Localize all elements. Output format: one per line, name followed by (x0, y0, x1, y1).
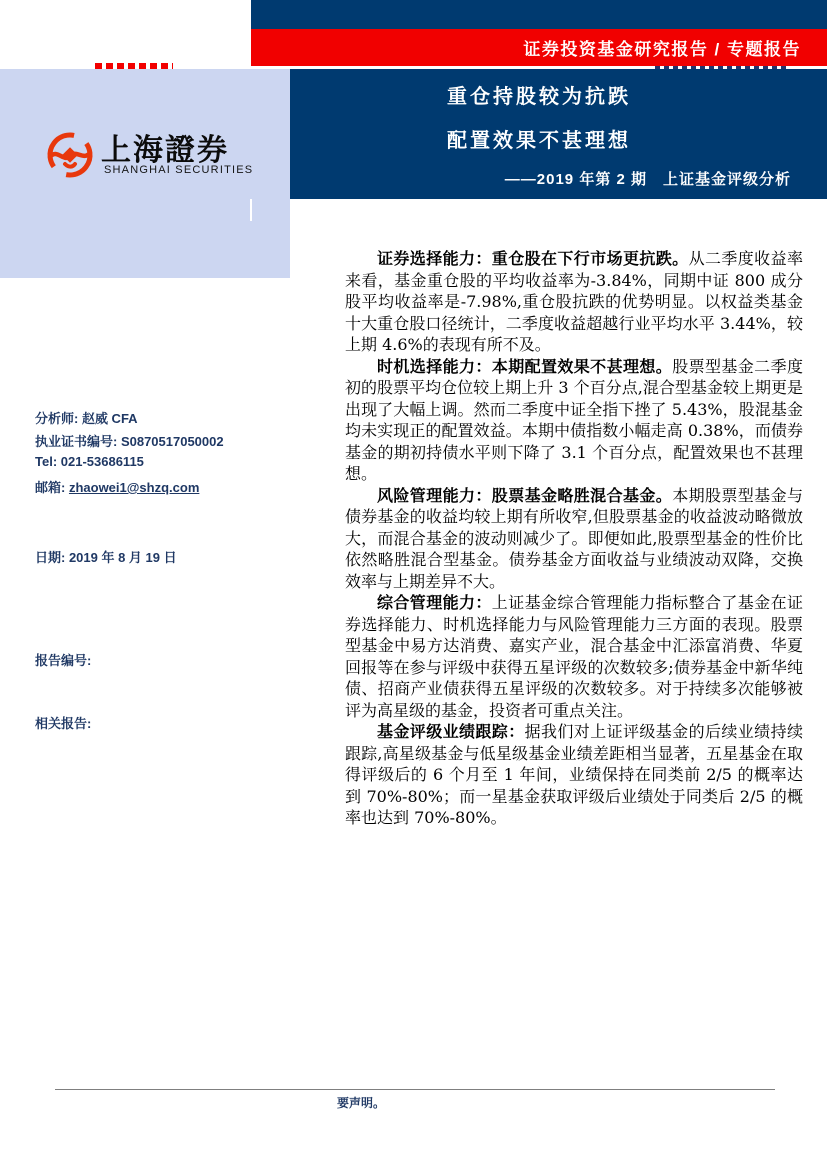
summary-paragraph (345, 592, 803, 721)
analyst-license-number: 执业证书编号: S0870517050002 (35, 434, 224, 449)
paragraph-text: 本期股票型基金与债券基金的收益均较上期有所收窄,但股票基金的收益波动略微放大，而混合基金的波动则减少了。即便如此,股票型基金的性价比依然略胜混合型基金。债券基金方面收益与业绩波动双降，交换效率与上期差异不大。 (345, 485, 803, 591)
paragraph-lead: 基金评级业绩跟踪： (377, 722, 525, 741)
footer-disclaimer-fragment: 要声明。 (337, 1096, 386, 1110)
paragraph-lead: 证券选择能力：重仓股在下行市场更抗跌。 (377, 249, 689, 268)
related-reports-label: 相关报告: (35, 716, 92, 731)
summary-paragraph (345, 721, 803, 829)
paragraph-text: 上证基金综合管理能力指标整合了基金在证券选择能力、时机选择能力与风险管理能力三方面的表现。股票型基金中易方达消费、嘉实产业，混合基金中汇添富消费、华夏回报等在参与评级中获得五星评级的次数较多;债券基金中新华纯债、招商产业债获得五星评级的次数较多。对于持续多次能够被评为高星级的基金，投资者可重点关注。 (345, 593, 803, 720)
summary-paragraph (345, 248, 803, 356)
report-title-line1: 重仓持股较为抗跌 (447, 86, 631, 108)
footer-divider (55, 1089, 775, 1090)
panel-divider-tick (250, 199, 252, 221)
company-name-cn: 上海證券 (101, 133, 229, 168)
paragraph-lead: 时机选择能力：本期配置效果不甚理想。 (377, 356, 673, 376)
title-block (251, 69, 827, 199)
summary-paragraph (345, 485, 803, 593)
company-logo (45, 127, 254, 183)
paragraph-text: 据我们对上证评级基金的后续业绩持续跟踪,高星级基金与低星级基金业绩差距相当显著，五星基金在取得评级后的 6 个月至 1 年间，业绩保持在同类前 2/5 的概率达到 70%-80%；而一星基金获取评级后业绩处于同类后 2/5 的概率也达到 70%-80%。 (345, 722, 803, 827)
company-name-en: SHANGHAI SECURITIES (104, 164, 254, 176)
report-type-banner (251, 29, 827, 66)
paragraph-text: 股票型基金二季度初的股票平均仓位较上期上升 3 个百分点,混合型基金较上期更是出现了大幅上调。然而二季度中证全指下挫了 5.43%，股混基金均未实现正的配置效益。本期中债指数小幅走高 0.38%，而债券基金的期初持债水平则下降了 3.1 个百分点，配置效果也不甚理想。 (345, 356, 803, 483)
paragraph-lead: 风险管理能力：股票基金略胜混合基金。 (377, 485, 673, 505)
report-type-label: 证券投资基金研究报告 / 专题报告 (523, 40, 801, 59)
paragraph-lead: 综合管理能力： (377, 593, 492, 612)
header-navy-band (251, 0, 827, 29)
shanghai-securities-emblem-icon (45, 130, 95, 180)
report-subtitle: ——2019 年第 2 期 上证基金评级分析 (504, 171, 791, 188)
analyst-email-link[interactable]: zhaowei1@shzq.com (68, 480, 200, 495)
analyst-name: 分析师: 赵威 CFA (35, 411, 138, 426)
analyst-phone: Tel: 021-53686115 (35, 454, 144, 469)
report-summary (345, 248, 803, 829)
report-title-line2: 配置效果不甚理想 (447, 130, 631, 152)
email-label: 邮箱: (35, 480, 69, 495)
analyst-email-row (35, 477, 199, 496)
report-date: 日期: 2019 年 8 月 19 日 (35, 550, 177, 565)
report-number-label: 报告编号: (35, 653, 92, 668)
paragraph-text: 从二季度收益率来看，基金重仓股的平均收益率为-3.84%，同期中证 800 成分股平均收益率是-7.98%,重仓股抗跌的优势明显。以权益类基金十大重仓股口径统计，二季度收益超越行业平均水平 3.44%，较上期 4.6%的表现有所不及。 (345, 249, 803, 354)
summary-paragraph (345, 356, 803, 485)
